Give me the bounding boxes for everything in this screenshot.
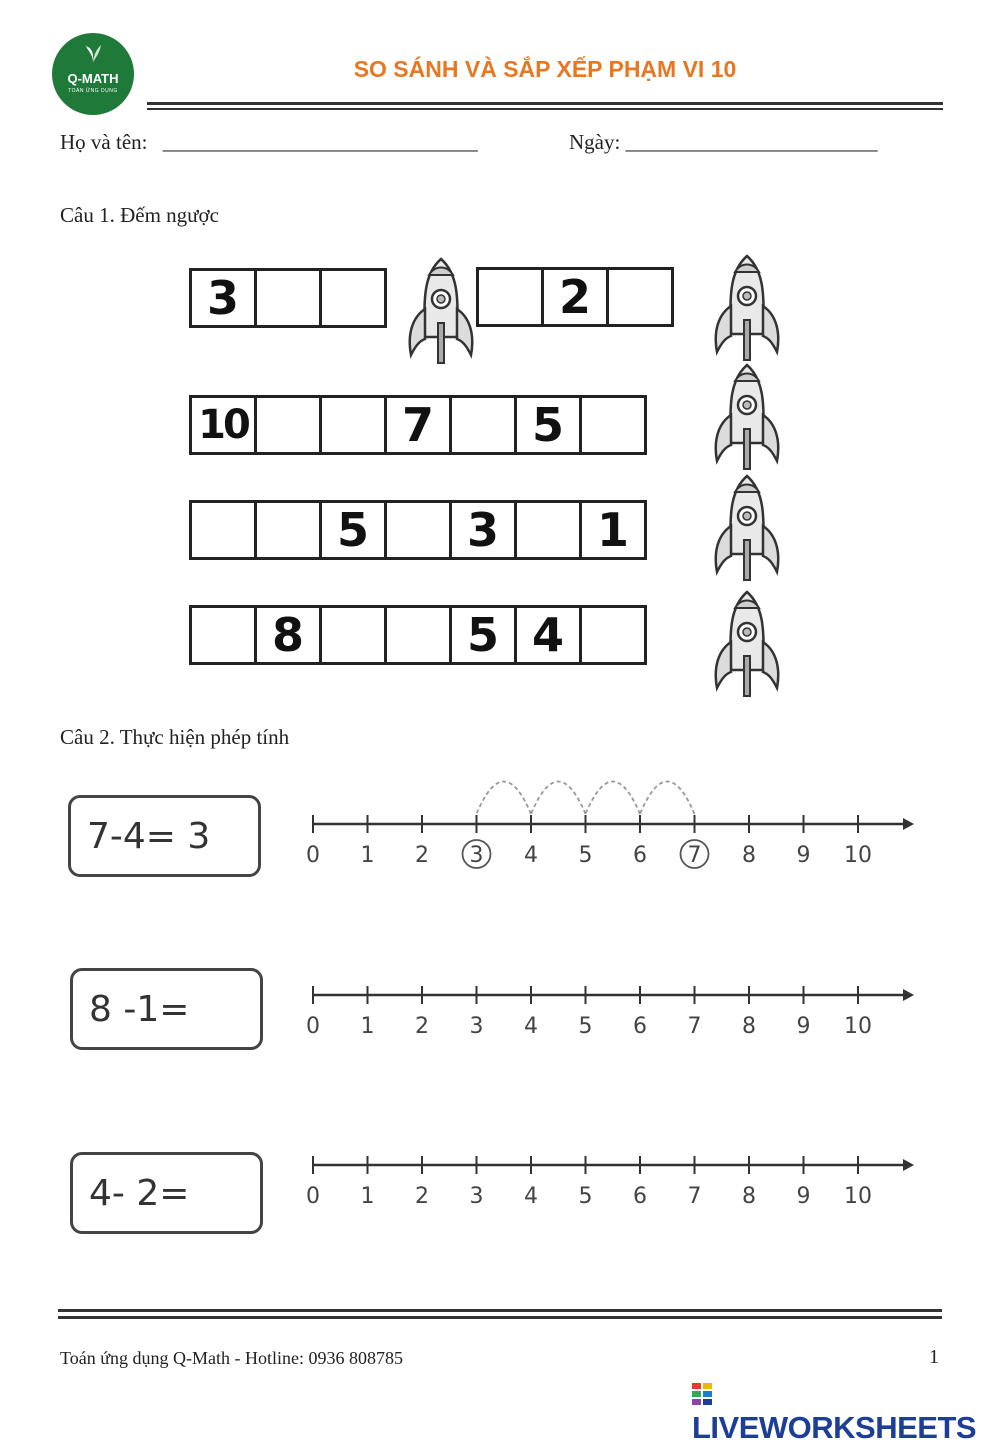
tick-label: 4: [524, 1184, 538, 1209]
axis-arrow: [903, 1159, 914, 1171]
tick-label: 8: [742, 843, 756, 868]
equation-text[interactable]: 8 -1=: [89, 988, 190, 1030]
tick-label: 1: [360, 1014, 375, 1039]
name-label: Họ và tên:: [60, 130, 148, 154]
tick-label: 5: [578, 1184, 593, 1209]
tick-label: 2: [415, 1184, 429, 1209]
equation-box: [68, 795, 261, 877]
tick-label: 3: [469, 843, 484, 868]
count-cell[interactable]: [189, 605, 257, 665]
count-cell[interactable]: [606, 267, 674, 327]
equation-text[interactable]: 7-4= 3: [87, 815, 211, 857]
date-label: Ngày:: [569, 130, 621, 154]
jump-arc: [586, 782, 641, 815]
name-blank[interactable]: ______________________________: [162, 130, 478, 154]
tick-label: 3: [469, 1014, 484, 1039]
count-cell[interactable]: [319, 395, 387, 455]
footer-divider-thin: [58, 1316, 942, 1319]
watermark-text: LIVEWORKSHEETS: [692, 1410, 977, 1445]
count-cell[interactable]: 7: [384, 395, 452, 455]
tick-label: 10: [844, 1014, 872, 1039]
date-field: [569, 130, 878, 155]
tick-label: 7: [687, 843, 702, 868]
header-divider-thin: [147, 108, 943, 110]
tick-label: 2: [415, 1014, 429, 1039]
count-cell[interactable]: [449, 395, 517, 455]
rocket-icon: [709, 588, 785, 700]
count-cell[interactable]: 10: [189, 395, 257, 455]
rocket-icon: [709, 472, 785, 584]
count-cell[interactable]: 5: [319, 500, 387, 560]
count-cell[interactable]: [254, 395, 322, 455]
question-1-title: Câu 1. Đếm ngược: [60, 203, 219, 227]
rocket-icon: [709, 252, 785, 364]
equation-text[interactable]: 4- 2=: [89, 1172, 190, 1214]
tick-label: 2: [415, 843, 429, 868]
count-cell[interactable]: [579, 605, 647, 665]
tick-label: 0: [306, 843, 320, 868]
count-cell[interactable]: 5: [514, 395, 582, 455]
page-number: 1: [929, 1346, 939, 1368]
footer-divider: [58, 1309, 942, 1312]
logo-brand: Q-MATH: [67, 71, 119, 86]
tick-label: 1: [360, 843, 375, 868]
header-divider: [147, 102, 943, 105]
number-line-3: [300, 1145, 920, 1215]
tick-label: 9: [796, 843, 811, 868]
page-title: SO SÁNH VÀ SẮP XẾP PHẠM VI 10: [353, 56, 737, 82]
tick-label: 8: [742, 1014, 756, 1039]
count-cell[interactable]: [319, 605, 387, 665]
axis-arrow: [903, 989, 914, 1001]
rocket-icon: [403, 255, 479, 367]
tick-label: 3: [469, 1184, 484, 1209]
count-cell[interactable]: [514, 500, 582, 560]
equation-box: [70, 968, 263, 1050]
count-cell[interactable]: [384, 605, 452, 665]
count-cell[interactable]: [384, 500, 452, 560]
count-cell[interactable]: 4: [514, 605, 582, 665]
jump-arc: [640, 782, 695, 815]
tick-label: 6: [633, 1014, 647, 1039]
count-cell[interactable]: 3: [449, 500, 517, 560]
count-cell[interactable]: 1: [579, 500, 647, 560]
count-cell[interactable]: [476, 267, 544, 327]
countdown-row-2: [192, 395, 647, 455]
countdown-row-1b: [479, 267, 674, 327]
liveworksheets-watermark: [692, 1374, 1000, 1446]
count-cell[interactable]: 5: [449, 605, 517, 665]
equation-box: [70, 1152, 263, 1234]
count-cell[interactable]: [254, 500, 322, 560]
jump-arc: [477, 782, 532, 815]
count-cell[interactable]: 2: [541, 267, 609, 327]
tick-label: 4: [524, 843, 538, 868]
footer-text: Toán ứng dụng Q-Math - Hotline: 0936 808785: [60, 1348, 403, 1368]
tick-label: 9: [796, 1184, 811, 1209]
count-cell[interactable]: 3: [189, 268, 257, 328]
count-cell[interactable]: [189, 500, 257, 560]
tick-label: 5: [578, 843, 593, 868]
tick-label: 5: [578, 1014, 593, 1039]
leaf-icon: [84, 43, 102, 63]
number-line-2: [300, 975, 920, 1045]
number-line-1: [300, 775, 920, 875]
liveworksheets-icon: [692, 1383, 712, 1405]
tick-label: 0: [306, 1014, 320, 1039]
rocket-icon: [709, 361, 785, 473]
q-math-logo: [52, 33, 134, 115]
name-field: [60, 130, 478, 155]
tick-label: 7: [687, 1014, 702, 1039]
count-cell[interactable]: 8: [254, 605, 322, 665]
tick-label: 1: [360, 1184, 375, 1209]
count-cell[interactable]: [319, 268, 387, 328]
question-2-title: Câu 2. Thực hiện phép tính: [60, 725, 290, 749]
tick-label: 10: [844, 843, 872, 868]
jump-arc: [531, 782, 586, 815]
axis-arrow: [903, 818, 914, 830]
count-cell[interactable]: [254, 268, 322, 328]
tick-label: 6: [633, 843, 647, 868]
countdown-row-1a: [192, 268, 387, 328]
logo-tagline: TOÁN ỨNG DỤNG: [68, 88, 118, 94]
countdown-row-4: [192, 605, 647, 665]
tick-label: 8: [742, 1184, 756, 1209]
tick-label: 0: [306, 1184, 320, 1209]
tick-label: 7: [687, 1184, 702, 1209]
tick-label: 6: [633, 1184, 647, 1209]
countdown-row-3: [192, 500, 647, 560]
date-blank[interactable]: ________________________: [625, 130, 878, 154]
tick-label: 9: [796, 1014, 811, 1039]
tick-label: 4: [524, 1014, 538, 1039]
tick-label: 10: [844, 1184, 872, 1209]
count-cell[interactable]: [579, 395, 647, 455]
